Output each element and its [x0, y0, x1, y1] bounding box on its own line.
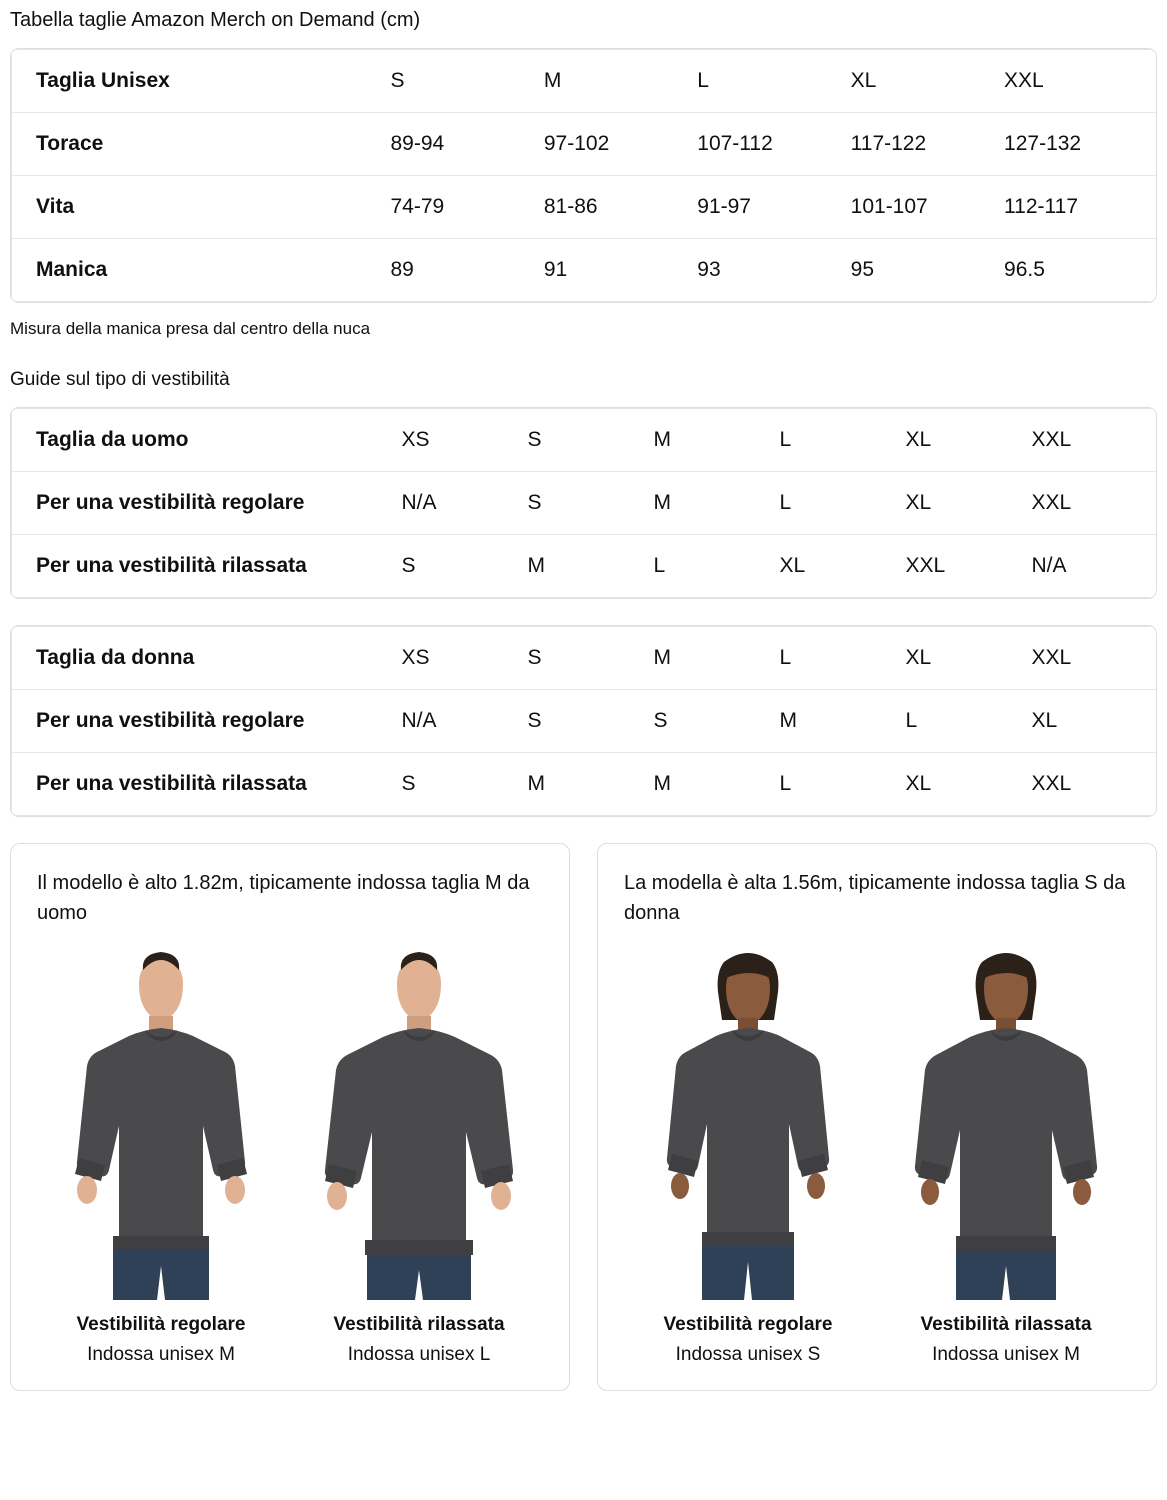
table-row [12, 535, 1158, 598]
cell: XL [906, 472, 1032, 535]
row-label: Per una vestibilità rilassata [12, 535, 402, 598]
cell: M [543, 69, 562, 92]
table-row [12, 472, 1158, 535]
table-row [12, 50, 1158, 113]
row-label: Taglia Unisex [36, 69, 170, 92]
cell: XL [905, 646, 932, 669]
cell: N/A [402, 472, 528, 535]
cell: 112-117 [1004, 176, 1157, 239]
table-row [12, 627, 1158, 690]
cell: S [390, 69, 405, 92]
cell: 81-86 [544, 176, 697, 239]
cell: L [780, 753, 906, 816]
cell: 95 [851, 239, 1004, 302]
row-label: Per una vestibilità rilassata [12, 753, 402, 816]
men-fit-table-container [10, 407, 1157, 599]
table-row [12, 239, 1158, 302]
cell: S [654, 690, 780, 753]
cell: L [780, 472, 906, 535]
cell: 93 [697, 239, 850, 302]
table-row [12, 176, 1158, 239]
cell: XL [906, 753, 1032, 816]
cell: XXL [1004, 69, 1044, 92]
cell: XL [905, 428, 932, 451]
cell: XXL [1031, 428, 1072, 451]
cell: XS [401, 428, 430, 451]
male-regular-fit-figure [37, 940, 285, 1368]
fit-guide-heading: Guide sul tipo di vestibilità [10, 369, 230, 390]
cell: XS [401, 646, 430, 669]
page-title: Tabella taglie Amazon Merch on Demand (cm) [10, 9, 421, 31]
cell: XXL [1032, 472, 1158, 535]
cell: 96.5 [1004, 239, 1157, 302]
cell: L [654, 535, 780, 598]
male-relaxed-fit-figure [295, 940, 543, 1368]
female-relaxed-fit-size: Indossa unisex M [932, 1344, 1080, 1365]
cell: 91-97 [697, 176, 850, 239]
table-row [12, 690, 1158, 753]
cell: S [402, 535, 528, 598]
male-regular-fit-label: Vestibilità regolare [76, 1314, 246, 1335]
table-row [12, 409, 1158, 472]
cell: XL [1032, 690, 1158, 753]
male-regular-fit-size: Indossa unisex M [87, 1344, 235, 1365]
cell: XXL [1032, 753, 1158, 816]
cell: L [779, 646, 792, 669]
women-fit-table [11, 626, 1157, 816]
cell: N/A [402, 690, 528, 753]
cell: XL [780, 535, 906, 598]
cell: L [697, 69, 709, 92]
men-fit-table [11, 408, 1157, 598]
cell: M [653, 428, 671, 451]
cell: 89-94 [390, 113, 543, 176]
women-fit-table-container [10, 625, 1157, 817]
cell: XL [850, 69, 877, 92]
female-regular-fit-figure [624, 940, 872, 1368]
male-figures [37, 940, 543, 1368]
size-chart-table-container [10, 48, 1157, 303]
cell: M [780, 690, 906, 753]
female-model-caption: La modella è alta 1.56m, tipicamente indossa taglia S da donna [624, 872, 1126, 924]
cell: XXL [906, 535, 1032, 598]
cell: S [402, 753, 528, 816]
cell: S [527, 646, 542, 669]
cell: 127-132 [1004, 113, 1157, 176]
row-label: Taglia da uomo [36, 428, 189, 451]
row-label: Per una vestibilità regolare [12, 472, 402, 535]
male-relaxed-fit-photo [295, 940, 543, 1300]
cell: M [528, 753, 654, 816]
cell: N/A [1032, 535, 1158, 598]
row-label: Manica [12, 239, 391, 302]
male-regular-fit-photo [37, 940, 285, 1300]
row-label: Taglia da donna [36, 646, 195, 669]
male-model-caption: Il modello è alto 1.82m, tipicamente indossa taglia M da uomo [37, 872, 530, 924]
female-relaxed-fit-photo [882, 940, 1130, 1300]
cell: 89 [390, 239, 543, 302]
female-relaxed-fit-label: Vestibilità rilassata [920, 1314, 1092, 1335]
cell: S [527, 428, 542, 451]
row-label: Vita [12, 176, 391, 239]
female-regular-fit-label: Vestibilità regolare [663, 1314, 833, 1335]
model-cards-row [10, 843, 1157, 1391]
size-chart-table [11, 49, 1157, 302]
row-label: Per una vestibilità regolare [12, 690, 402, 753]
cell: 101-107 [851, 176, 1004, 239]
cell: L [906, 690, 1032, 753]
female-figures [624, 940, 1130, 1368]
cell: M [654, 753, 780, 816]
cell: S [528, 690, 654, 753]
cell: M [528, 535, 654, 598]
cell: M [653, 646, 671, 669]
cell: 107-112 [697, 113, 850, 176]
cell: M [654, 472, 780, 535]
female-relaxed-fit-figure [882, 940, 1130, 1368]
male-relaxed-fit-size: Indossa unisex L [347, 1344, 491, 1365]
male-relaxed-fit-label: Vestibilità rilassata [333, 1314, 505, 1335]
sleeve-measurement-note: Misura della manica presa dal centro della nuca [10, 319, 371, 338]
cell: 97-102 [544, 113, 697, 176]
female-regular-fit-size: Indossa unisex S [675, 1344, 821, 1365]
table-row [12, 753, 1158, 816]
row-label: Torace [12, 113, 391, 176]
table-row [12, 113, 1158, 176]
cell: S [528, 472, 654, 535]
cell: L [779, 428, 792, 451]
cell: XXL [1031, 646, 1072, 669]
cell: 117-122 [851, 113, 1004, 176]
cell: 74-79 [390, 176, 543, 239]
female-model-card [597, 843, 1157, 1391]
female-regular-fit-photo [624, 940, 872, 1300]
cell: 91 [544, 239, 697, 302]
male-model-card [10, 843, 570, 1391]
